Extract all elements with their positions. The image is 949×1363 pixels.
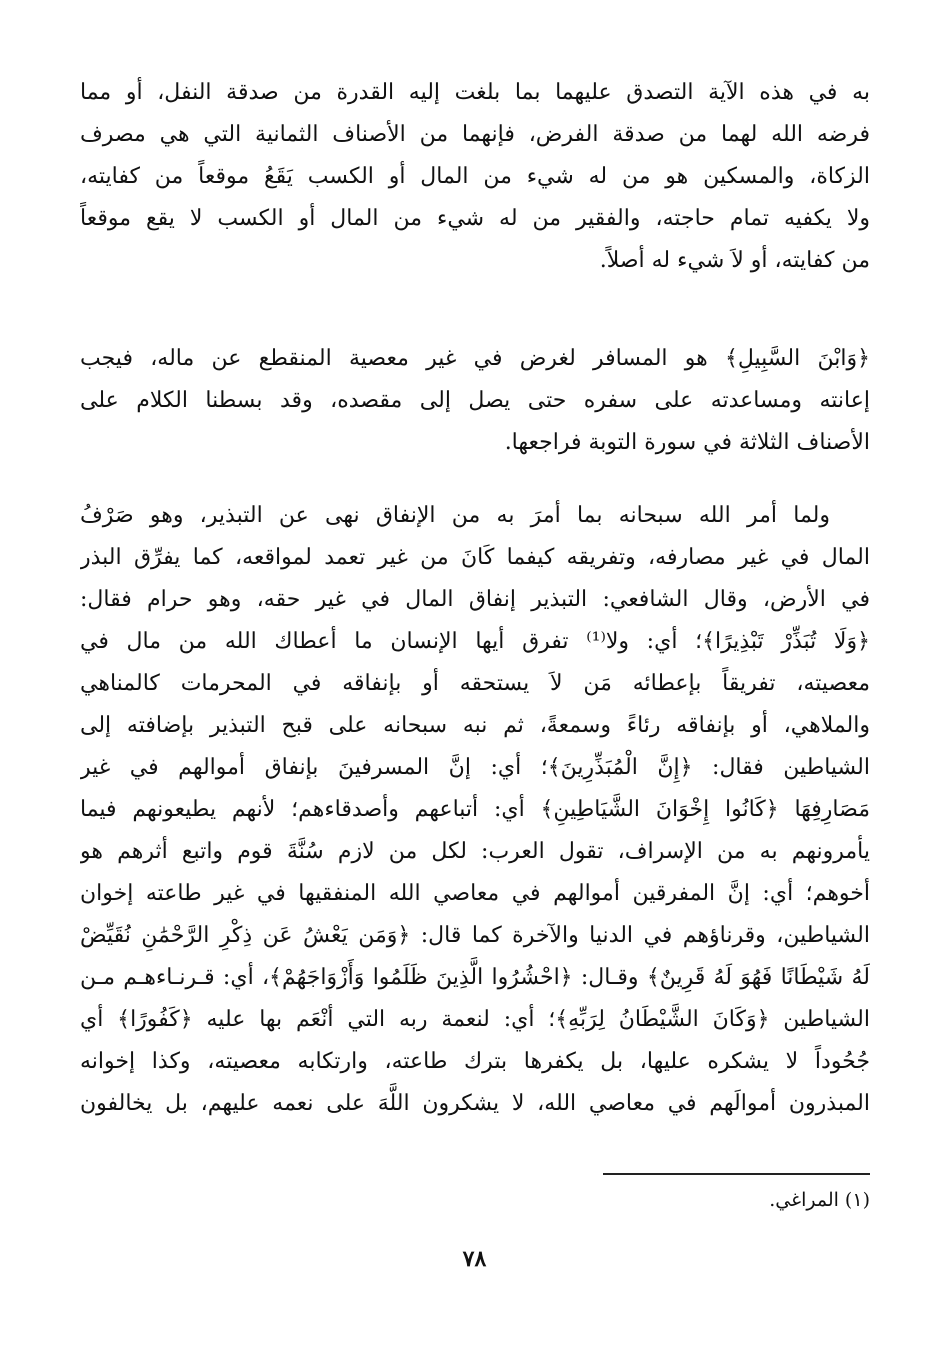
text-line: الشياطين، وقرناؤهم في الدنيا والآخرة كما قال: ﴿وَمَن يَعْشُ عَن ذِكْرِ الرَّحْمَٰنِ نُقَيِّضْ bbox=[80, 923, 870, 948]
text-line: لَهُ شَيْطَانًا فَهُوَ لَهُ قَرِينٌ﴾ وقـال: ﴿احْشُرُوا الَّذِينَ ظَلَمُوا وَأَزْوَاجَهُمْ﴾، أي: قـرنـاءهـم مـن bbox=[80, 965, 870, 990]
text-line: ولا يكفيه تمام حاجته، والفقير من له شيء من المال أو الكسب لا يقع موقعاً bbox=[80, 206, 870, 231]
text-line: ﴿وَابْنَ السَّبِيلِ﴾ هو المسافر لغرض في غير معصية المنقطع عن ماله، فيجب bbox=[80, 346, 870, 371]
text-line: جُحُوداً لا يشكره عليها، بل يكفرها بترك طاعته، وارتكابه معصيته، وكذا إخوانه bbox=[80, 1049, 870, 1074]
text-line: أخوهم؛ أي: إنَّ المفرقين أموالهم في معاصي الله المنفقيها في غير طاعته إخوان bbox=[80, 881, 870, 906]
paragraph-ibn-sabil bbox=[80, 338, 870, 464]
text-line: الشياطين ﴿وَكَانَ الشَّيْطَانُ لِرَبِّهِ﴾؛ أي: لنعمة ربه التي أنْعَم بها عليه ﴿كَفُورًا﴾ أي bbox=[80, 1007, 870, 1032]
text-line: والملاهي، أو بإنفاقه رئاءً وسمعةً، ثم نبه سبحانه على قبح التبذير بإضافته إلى bbox=[80, 713, 870, 738]
text-line: الأصناف الثلاثة في سورة التوبة فراجعها. bbox=[504, 430, 870, 455]
text-line: يأمرونهم به من الإسراف، تقول العرب: لكل من لازم سُنَّةَ قوم واتبع أثرهم هو bbox=[80, 839, 870, 864]
text-line: من كفايته، أو لاَ شيء له أصلاً. bbox=[599, 248, 870, 273]
footnote-separator bbox=[603, 1173, 870, 1175]
text-line: ولما أمر الله سبحانه بما أمرَ به من الإنفاق نهى عن التبذير، وهو صَرْفُ bbox=[80, 503, 830, 528]
text-line: المال في غير مصارفه، وتفريقه كيفما كَانَ من غير تعمد لمواقعه، كما يفرِّق البذر bbox=[80, 545, 870, 570]
text-line: مَصَارِفِهَا ﴿كَانُوا إِخْوَانَ الشَّيَاطِينِ﴾ أي: أتباعهم وأصدقاءهم؛ لأنهم يطيعونهم فيما bbox=[80, 797, 870, 822]
text-line: في الأرض، وقال الشافعي: التبذير إنفاق المال في غير حقه، وهو حرام فقال: bbox=[80, 587, 870, 612]
text-line: إعانته ومساعدته على سفره حتى يصل إلى مقصده، وقد بسطنا الكلام على bbox=[80, 388, 870, 413]
text-line: به في هذه الآية التصدق عليهما بما بلغت إليه القدرة من صدقة النفل، أو مما bbox=[80, 80, 870, 105]
text-line: المبذرون أموالَهم في معاصي الله، لا يشكرون اللَّهَ على نعمه عليهم، بل يخالفون bbox=[80, 1091, 870, 1116]
text-line: فرضه الله لهما من صدقة الفرض، فإنهما من الأصناف الثمانية التي هي مصرف bbox=[80, 122, 870, 147]
paragraph-zakat-recipients bbox=[80, 72, 870, 282]
text-line: ﴿وَلَا تُبَذِّرْ تَبْذِيرًا﴾؛ أي: ولا⁽¹⁾ تفرق أيها الإنسان ما أعطاك الله من مال في bbox=[80, 629, 870, 654]
footnote: (١) المراغي. bbox=[769, 1189, 870, 1211]
text-line: الشياطين فقال: ﴿إِنَّ الْمُبَذِّرِينَ﴾؛ أي: إنَّ المسرفينَ بإنفاق أموالهم في غير bbox=[80, 755, 870, 780]
text-line: الزكاة، والمسكين هو من له شيء من المال أو الكسب يَقَعُ موقعاً من كفايته، bbox=[80, 164, 870, 189]
page-number: ٧٨ bbox=[462, 1246, 487, 1272]
text-line: معصيته، تفريقاً بإعطائه مَن لاَ يستحقه أو بإنفاقه في المحرمات كالمناهي bbox=[80, 671, 870, 696]
paragraph-tabdhir bbox=[80, 495, 870, 1125]
